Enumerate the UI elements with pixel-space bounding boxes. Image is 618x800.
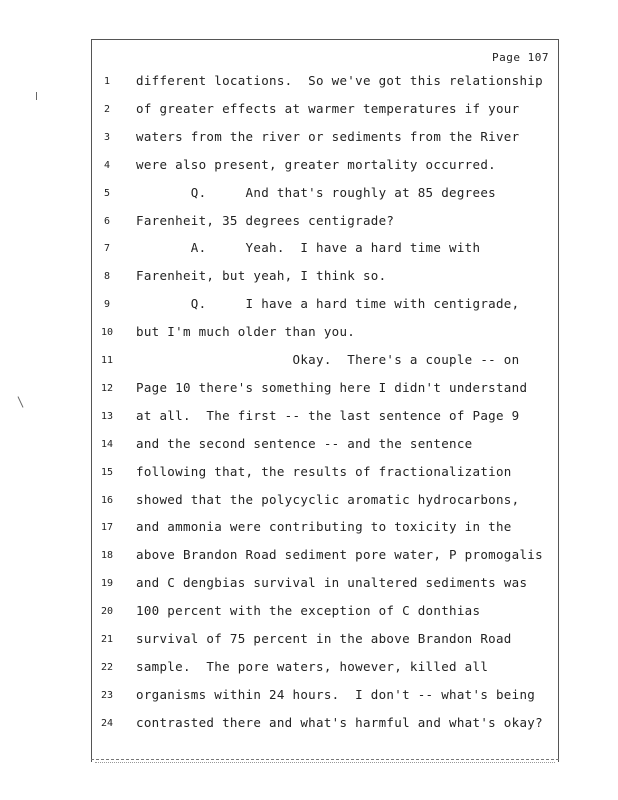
- transcript-line: [0, 519, 618, 539]
- transcript-line: [0, 603, 618, 623]
- transcript-line: [0, 715, 618, 735]
- line-number: 5: [103, 187, 111, 199]
- line-text: at all. The first -- the last sentence of Page 9: [136, 407, 520, 423]
- line-number: 11: [100, 355, 114, 366]
- line-number: 21: [100, 634, 114, 645]
- line-number: 22: [100, 661, 114, 673]
- line-number: 7: [103, 243, 111, 255]
- line-text: A. Yeah. I have a hard time with: [136, 240, 481, 256]
- line-text: contrasted there and what's harmful and what's okay?: [136, 714, 543, 730]
- line-text: waters from the river or sediments from the River: [136, 128, 520, 144]
- transcript-line: [0, 324, 618, 344]
- line-number: 3: [103, 131, 111, 143]
- line-text: Farenheit, but yeah, I think so.: [136, 268, 387, 284]
- line-text: organisms within 24 hours. I don't -- what's being: [136, 686, 536, 702]
- line-text: Q. I have a hard time with centigrade,: [136, 296, 520, 312]
- transcript-line: [0, 408, 618, 428]
- transcript-line: [0, 240, 618, 260]
- transcript-line: [0, 659, 618, 679]
- line-text: different locations. So we've got this relationship: [136, 73, 543, 88]
- transcript-line: [0, 73, 618, 93]
- line-number: 13: [100, 410, 114, 422]
- line-text: survival of 75 percent in the above Brandon Road: [136, 631, 512, 646]
- line-text: above Brandon Road sediment pore water, P promogalis: [136, 547, 543, 563]
- left-margin-mark: [36, 92, 37, 100]
- transcript-line: [0, 129, 618, 149]
- line-number: 19: [100, 578, 114, 590]
- line-text: and C dengbias survival in unaltered sediments was: [136, 575, 528, 591]
- line-text: and the second sentence -- and the sentence: [136, 435, 473, 451]
- transcript-line: [0, 352, 618, 372]
- line-text: of greater effects at warmer temperatures if your: [136, 100, 520, 116]
- line-text: Farenheit, 35 degrees centigrade?: [136, 212, 395, 228]
- transcript-line: [0, 101, 618, 121]
- line-number: 14: [100, 438, 114, 450]
- line-number: 6: [103, 215, 111, 227]
- line-number: 18: [100, 550, 114, 562]
- transcript-line: [0, 296, 618, 316]
- line-number: 17: [100, 522, 114, 534]
- line-text: sample. The pore waters, however, killed all: [136, 658, 489, 674]
- line-text: Q. And that's roughly at 85 degrees: [136, 184, 496, 200]
- line-text: were also present, greater mortality occurred.: [136, 156, 496, 172]
- line-number: 15: [100, 466, 114, 478]
- page-number: Page 107: [492, 51, 549, 64]
- line-number: 4: [103, 159, 111, 171]
- transcript-line: [0, 436, 618, 456]
- line-text: and ammonia were contributing to toxicity in the: [136, 519, 512, 535]
- line-number: 24: [100, 717, 114, 729]
- transcript-line: [0, 213, 618, 233]
- line-text: Page 10 there's something here I didn't understand: [136, 379, 528, 395]
- line-text: Okay. There's a couple -- on: [136, 352, 520, 367]
- line-text: following that, the results of fractionalization: [136, 463, 512, 479]
- bottom-rule: [91, 759, 559, 760]
- line-text: but I'm much older than you.: [136, 324, 356, 340]
- line-number: 20: [100, 606, 114, 618]
- transcript-line: [0, 268, 618, 288]
- line-number: 2: [103, 103, 111, 115]
- transcript-line: [0, 492, 618, 512]
- transcript-line: [0, 185, 618, 205]
- transcript-line: [0, 547, 618, 567]
- line-text: showed that the polycyclic aromatic hydrocarbons,: [136, 491, 520, 507]
- line-number: 23: [100, 689, 114, 701]
- bottom-rule-secondary: [95, 762, 555, 763]
- transcript-line: [0, 464, 618, 484]
- line-number: 10: [100, 327, 114, 339]
- line-number: 9: [103, 299, 111, 311]
- line-number: 16: [100, 494, 114, 506]
- line-number: 1: [103, 76, 111, 87]
- transcript-line: [0, 380, 618, 400]
- line-number: 8: [103, 271, 111, 283]
- transcript-line: [0, 575, 618, 595]
- line-number: 12: [100, 382, 114, 394]
- line-text: 100 percent with the exception of C donthias: [136, 603, 481, 619]
- transcript-line: [0, 631, 618, 651]
- transcript-line: [0, 687, 618, 707]
- transcript-line: [0, 157, 618, 177]
